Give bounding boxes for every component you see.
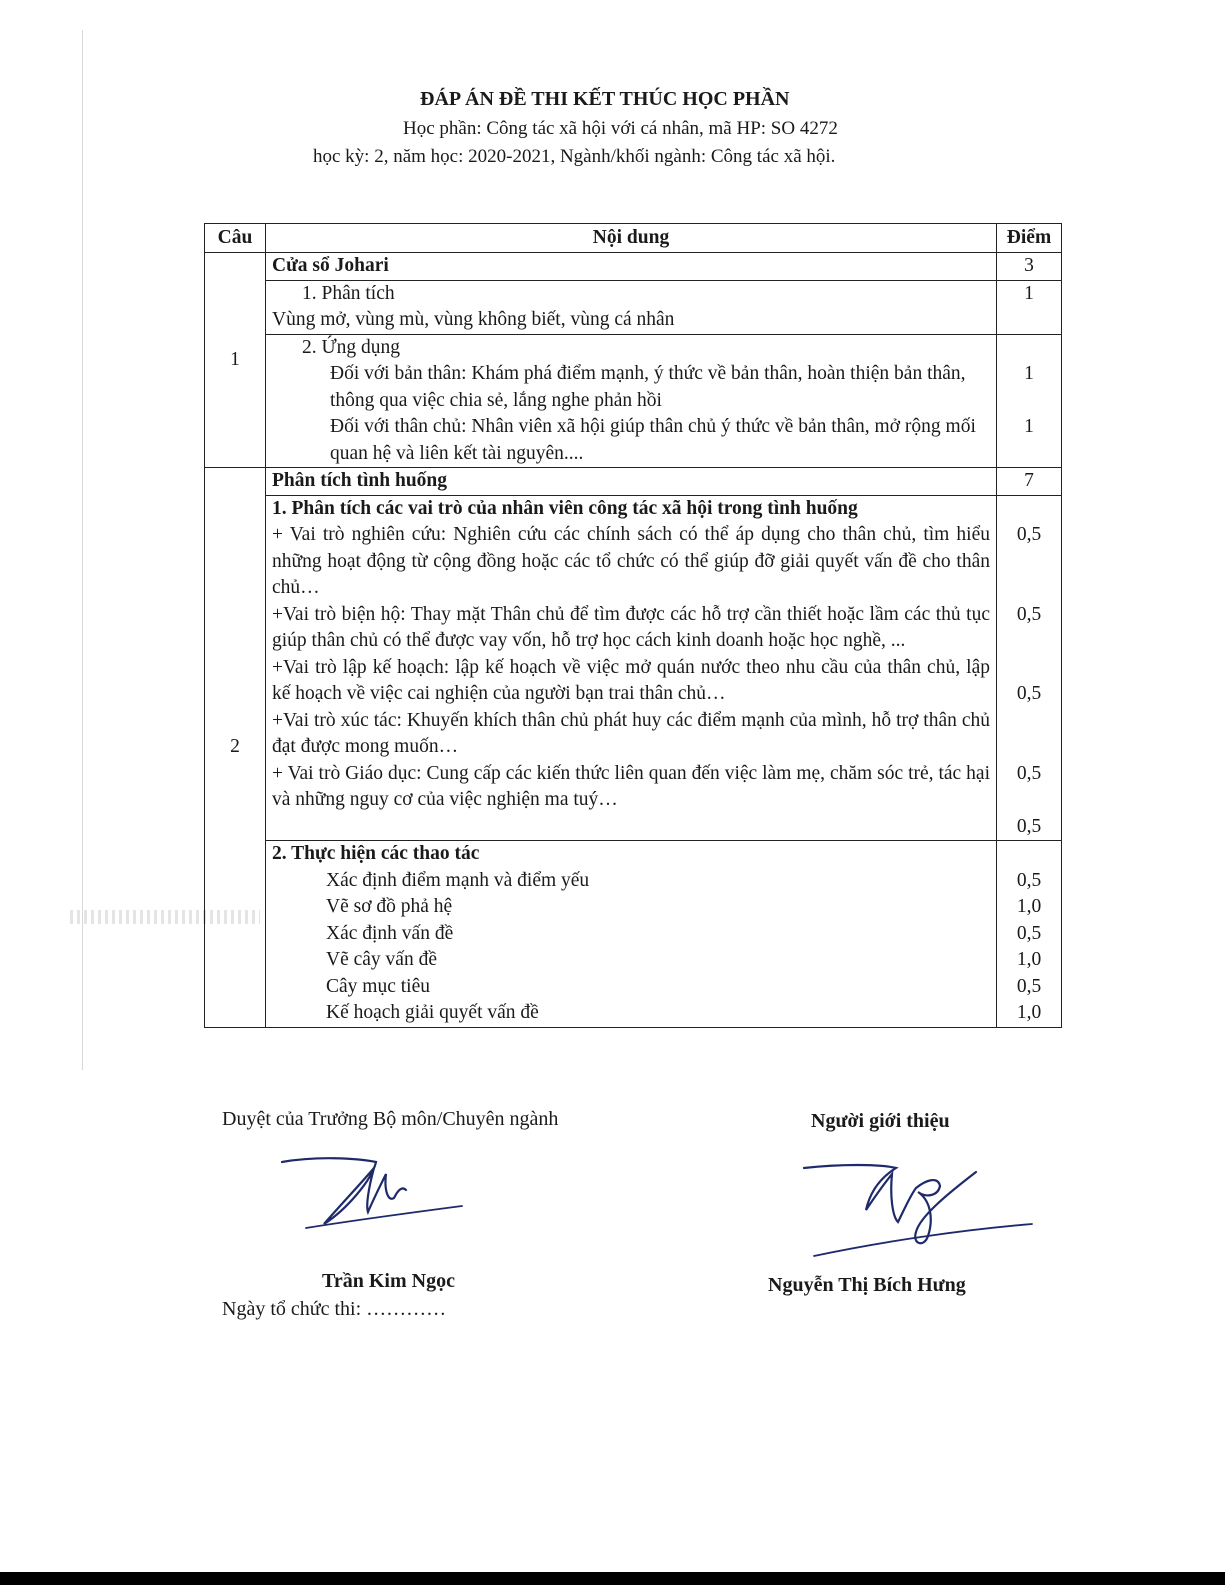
q1-part2-item2-points: 1	[1024, 416, 1034, 437]
q2-part2-row	[205, 841, 1062, 1028]
q2-role-5: + Vai trò Giáo dục: Cung cấp các kiến thức liên quan đến việc làm mẹ, chăm sóc trẻ, tác hại và những nguy cơ của việc nghiện ma tuý…	[272, 762, 990, 810]
q2-section-points: 7	[997, 468, 1062, 496]
q1-part2-item2: Đối với thân chủ: Nhân viên xã hội giúp thân chủ ý thức về bản thân, mở rộng mối quan hệ và liên kết tài nguyên....	[330, 416, 976, 464]
approver-title: Duyệt của Trưởng Bộ môn/Chuyên ngành	[222, 1108, 559, 1130]
q1-part1-row	[205, 280, 1062, 334]
q1-number: 1	[205, 253, 266, 468]
q2-role-1-points: 0,5	[1016, 524, 1042, 545]
q1-part1-heading: 1. Phân tích	[302, 282, 395, 304]
q2-part2-cell	[266, 841, 997, 1028]
q1-part2-heading: 2. Ứng dụng	[302, 336, 401, 358]
q2-task-3: Xác định vấn đề	[326, 922, 454, 944]
scan-bottom-edge	[0, 1572, 1225, 1585]
q2-task-1-points: 0,5	[1016, 869, 1042, 891]
q1-part2-item1: Đối với bản thân: Khám phá điểm mạnh, ý thức về bản thân, hoàn thiện bản thân, thông qua việc chia sẻ, lắng nghe phản hồi	[330, 363, 966, 411]
q2-number: 2	[205, 468, 266, 1028]
q2-role-2: +Vai trò biện hộ: Thay mặt Thân chủ để tìm được các hỗ trợ cần thiết hoặc lầm các thủ tục giúp thân chủ có thể được vay vốn, hỗ trợ học cách kinh doanh hoặc học nghề, ...	[272, 603, 990, 651]
q2-part1-points	[997, 495, 1062, 841]
q2-role-3: +Vai trò lập kế hoạch: lập kế hoạch về việc mở quán nước theo nhu cầu của thân chủ, lập kế hoạch về việc cai nghiện của người bạn trai thân chủ…	[272, 656, 990, 704]
presenter-title: Người giới thiệu	[811, 1110, 950, 1132]
q2-role-4: +Vai trò xúc tác: Khuyến khích thân chủ phát huy các điểm mạnh của mình, hỗ trợ thân chủ đạt được mong muốn…	[272, 709, 990, 757]
q2-role-1: + Vai trò nghiên cứu: Nghiên cứu các chính sách có thể áp dụng cho thân chủ, tìm hiểu những hoạt động từ cộng đồng hoặc các tổ chức có thể giúp đỡ giải quyết vấn đề cho thân chủ…	[272, 524, 990, 598]
q2-task-5: Cây mục tiêu	[326, 975, 430, 997]
answer-table	[204, 223, 1062, 1028]
document-title: ĐÁP ÁN ĐỀ THI KẾT THÚC HỌC PHẦN	[420, 88, 790, 110]
q1-part1-points: 1	[997, 280, 1062, 334]
q2-part2-points	[997, 841, 1062, 1028]
q2-role-4-points: 0,5	[1016, 762, 1042, 784]
q2-task-1: Xác định điểm mạnh và điểm yếu	[326, 869, 590, 891]
q2-role-2-points: 0,5	[1016, 603, 1042, 625]
q2-task-6: Kế hoạch giải quyết vấn đề	[326, 1002, 539, 1023]
q1-part2-points	[997, 334, 1062, 468]
q2-part1-row	[205, 495, 1062, 841]
q2-task-2: Vẽ sơ đồ phả hệ	[326, 896, 453, 917]
q2-part1-heading: 1. Phân tích các vai trò của nhân viên công tác xã hội trong tình huống	[272, 497, 858, 519]
q1-part2-row	[205, 334, 1062, 468]
approver-signature	[276, 1150, 476, 1240]
q1-section-title: Cửa sổ Johari	[266, 253, 997, 281]
q2-task-2-points: 1,0	[1016, 896, 1042, 917]
presenter-signature	[800, 1152, 1040, 1262]
q2-part1-cell	[266, 495, 997, 841]
header-cau: Câu	[205, 224, 266, 253]
q2-task-5-points: 0,5	[1016, 975, 1042, 997]
q1-part1-text: Vùng mở, vùng mù, vùng không biết, vùng cá nhân	[272, 309, 675, 330]
q1-section-points: 3	[997, 253, 1062, 281]
q2-task-3-points: 0,5	[1016, 922, 1042, 944]
q1-section-row	[205, 253, 1062, 281]
q2-section-row	[205, 468, 1062, 496]
header-noi-dung: Nội dung	[266, 224, 997, 253]
term-line: học kỳ: 2, năm học: 2020-2021, Ngành/khối ngành: Công tác xã hội.	[313, 146, 836, 167]
q2-task-4: Vẽ cây vấn đề	[326, 949, 437, 970]
header-diem: Điểm	[997, 224, 1062, 253]
q2-role-5-points: 0,5	[1016, 815, 1042, 837]
q2-role-3-points: 0,5	[1016, 683, 1042, 704]
table-header-row	[205, 224, 1062, 253]
q2-section-title: Phân tích tình huống	[266, 468, 997, 496]
approver-name: Trần Kim Ngọc	[322, 1270, 455, 1292]
q2-task-6-points: 1,0	[1016, 1002, 1042, 1023]
exam-date: Ngày tổ chức thi: …………	[222, 1298, 447, 1320]
q2-task-4-points: 1,0	[1016, 949, 1042, 970]
presenter-name: Nguyễn Thị Bích Hưng	[768, 1274, 966, 1296]
course-line: Học phần: Công tác xã hội với cá nhân, mã HP: SO 4272	[403, 118, 838, 139]
q1-part2-cell	[266, 334, 997, 468]
q1-part1-cell	[266, 280, 997, 334]
q1-part2-item1-points: 1	[1024, 363, 1034, 384]
q2-part2-heading: 2. Thực hiện các thao tác	[272, 843, 480, 864]
